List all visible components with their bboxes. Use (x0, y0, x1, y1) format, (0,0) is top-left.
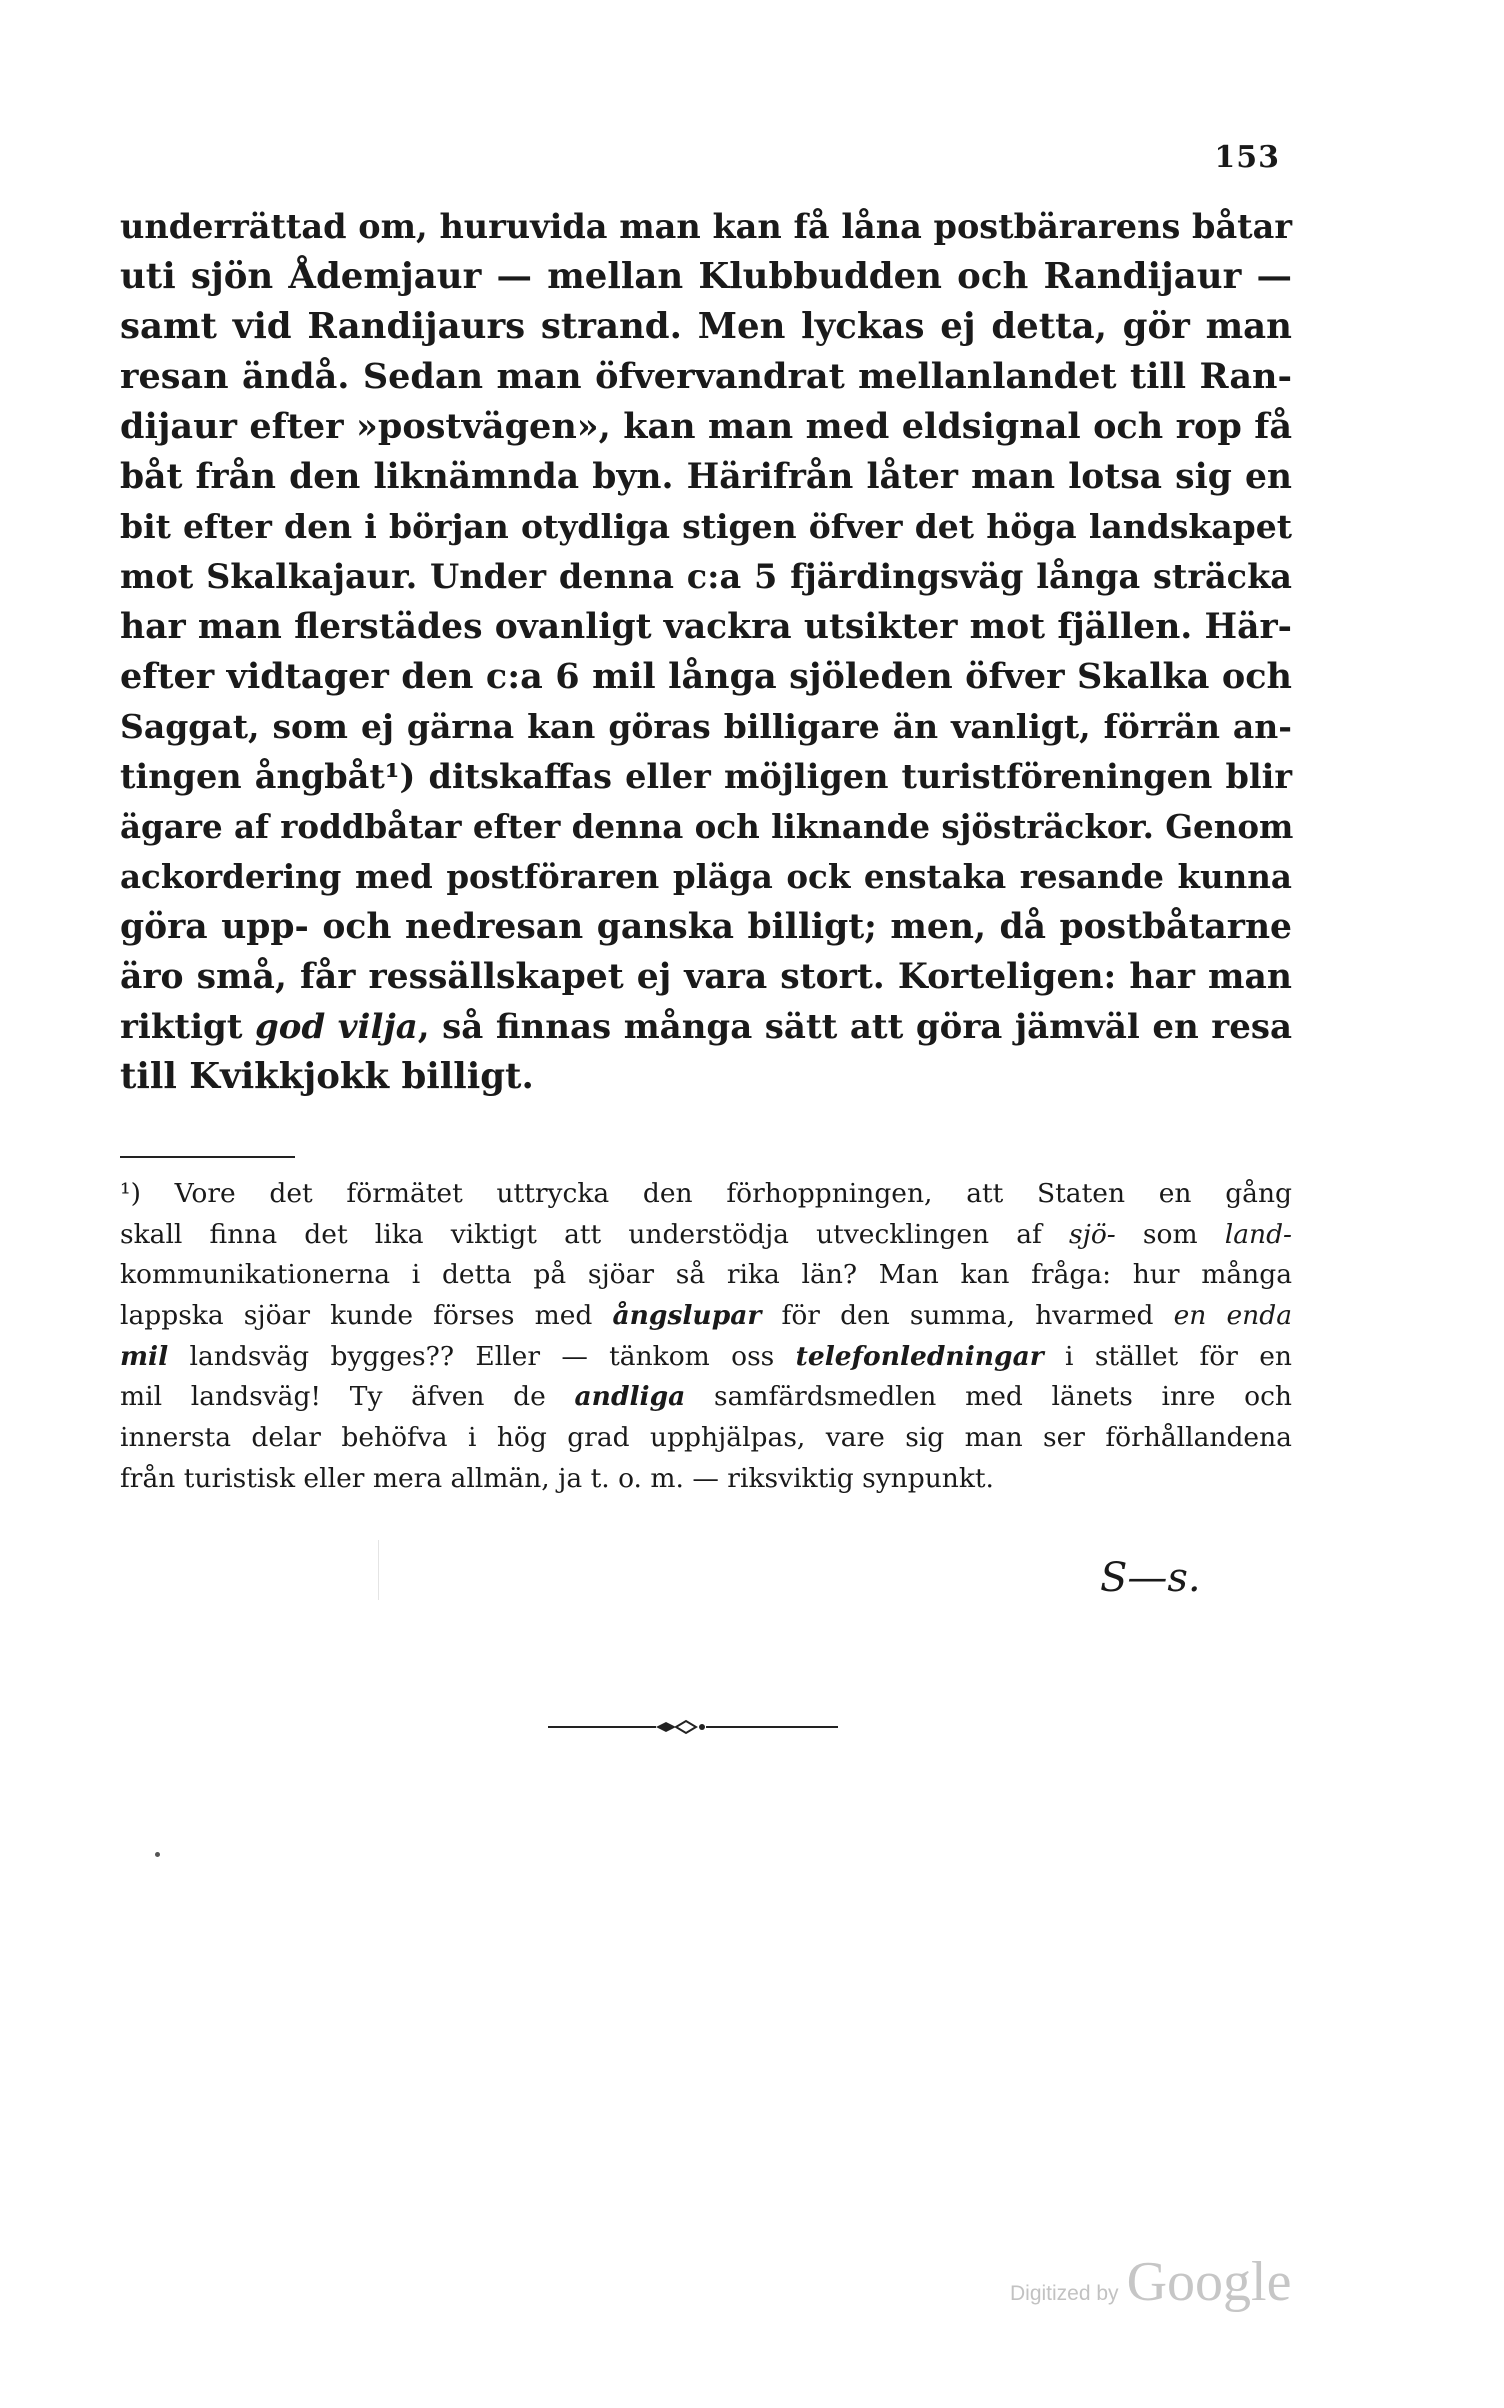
footnote-line-3: kommunikationerna i detta på sjöar så rika län? Man kan fråga: hur många (120, 1259, 1292, 1291)
text-line-8: mot Skalkajaur. Under denna c:a 5 fjärdingsväg långa sträcka (120, 557, 1292, 596)
digitized-watermark (1010, 2250, 1291, 2320)
text-line-2: uti sjön Ådemjaur — mellan Klubbudden och Randijaur — (120, 256, 1292, 297)
footnote-divider (120, 1156, 295, 1158)
footnote-line-5: mil landsväg bygges?? Eller — tänkom oss telefonledningar i stället för en (120, 1340, 1292, 1372)
footnote-line-6: mil landsväg! Ty äfven de andliga samfärdsmedlen med länets inre och (120, 1381, 1292, 1413)
text-line-11: Saggat, som ej gärna kan göras billigare än vanligt, förrän an- (120, 707, 1292, 746)
text-line-18: till Kvikkjokk billigt. (120, 1056, 534, 1097)
text-line-1: underrättad om, huruvida man kan få låna postbärarens båtar (120, 207, 1292, 246)
text-line-5: dijaur efter »postvägen», kan man med eldsignal och rop få (120, 406, 1292, 447)
text-line-4: resan ändå. Sedan man öfvervandrat mellanlandet till Ran- (120, 356, 1292, 397)
footnote-line-2: skall finna det lika viktigt att understödja utvecklingen af sjö- som land- (120, 1218, 1292, 1250)
footnote-line-8: från turistisk eller mera allmän, ja t. o. m. — riksviktig synpunkt. (120, 1462, 994, 1494)
watermark-prefix: Digitized by (1010, 2282, 1119, 2305)
google-logo: Google (1126, 2251, 1292, 2313)
signature: S—s. (1100, 1555, 1201, 1601)
scan-dot (155, 1852, 160, 1857)
footnote-line-1: ¹) Vore det förmätet uttrycka den förhoppningen, att Staten en gång (120, 1178, 1292, 1209)
text-line-10: efter vidtager den c:a 6 mil långa sjöleden öfver Skalka och (120, 656, 1292, 697)
footnote (120, 1174, 1292, 1500)
text-line-6: båt från den liknämnda byn. Härifrån låter man lotsa sig en (120, 457, 1292, 497)
ornament-divider (548, 1717, 838, 1737)
text-line-13: ägare af roddbåtar efter denna och liknande sjösträckor. Genom (120, 807, 1294, 846)
text-line-16: äro små, får ressällskapet ej vara stort. Korteligen: har man (120, 957, 1292, 997)
text-line-7: bit efter den i början otydliga stigen öfver det höga landskapet (120, 507, 1292, 546)
page-number: 153 (1214, 140, 1280, 175)
footnote-line-4: lappska sjöar kunde förses med ångslupar för den summa, hvarmed en enda (120, 1300, 1293, 1332)
text-line-3: samt vid Randijaurs strand. Men lyckas ej detta, gör man (120, 306, 1292, 347)
text-line-17: riktigt god vilja, så finnas många sätt att göra jämväl en resa (120, 1007, 1292, 1047)
text-line-9: har man flerstädes ovanligt vackra utsikter mot fjällen. Här- (120, 607, 1292, 647)
scan-mark (378, 1540, 379, 1600)
body-text (120, 202, 1292, 1102)
text-line-12: tingen ångbåt¹) ditskaffas eller möjligen turistföreningen blir (120, 757, 1292, 796)
text-line-15: göra upp- och nedresan ganska billigt; men, då postbåtarne (120, 907, 1292, 947)
footnote-line-7: innersta delar behöfva i hög grad upphjälpas, vare sig man ser förhållandena (120, 1422, 1292, 1454)
text-line-14: ackordering med postföraren pläga ock enstaka resande kunna (120, 857, 1292, 896)
emphasis-god-vilja: god vilja (255, 1007, 418, 1047)
